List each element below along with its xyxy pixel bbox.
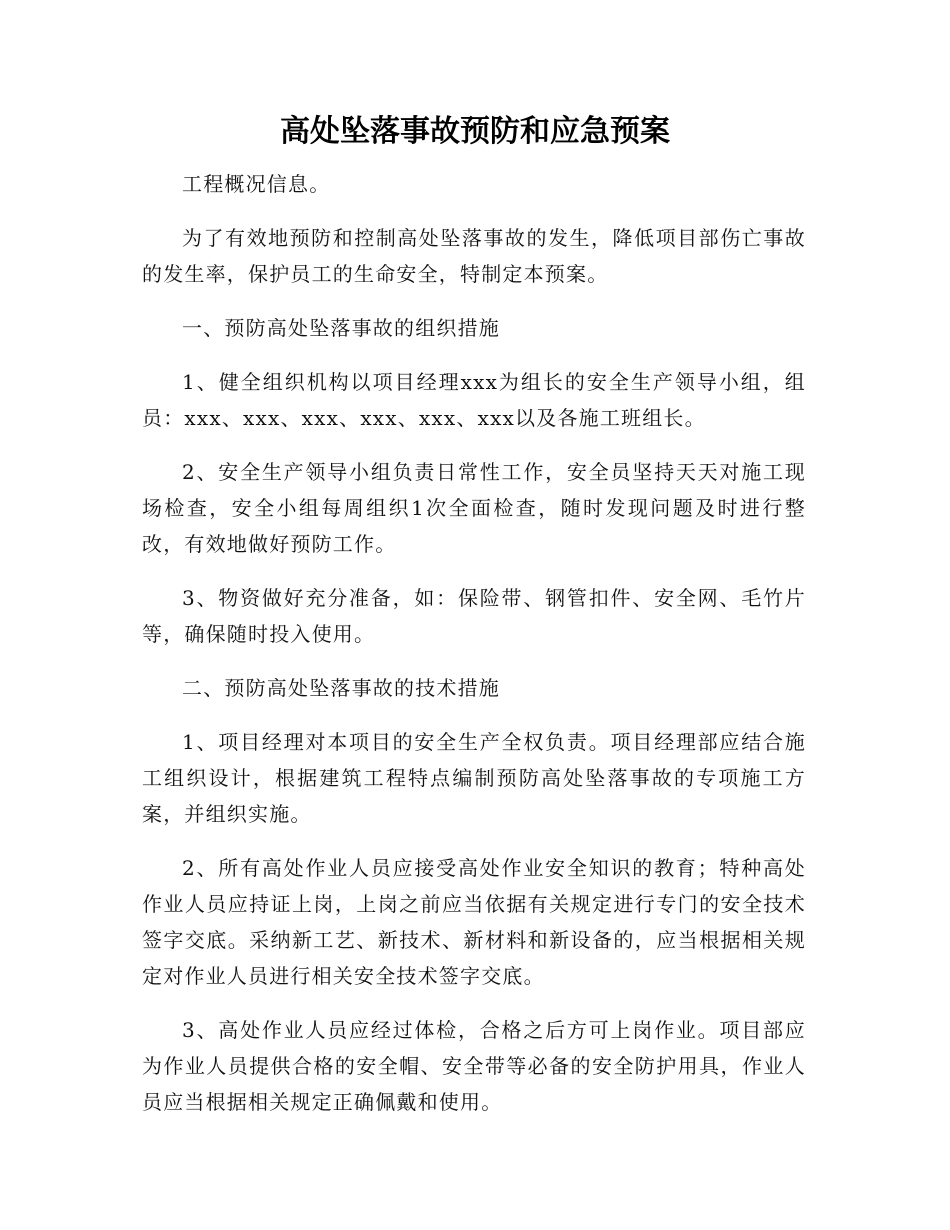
paragraph-org-measure-1: 1、健全组织机构以项目经理xxx为组长的安全生产领导小组，组员：xxx、xxx、xxx、xxx、xxx、xxx以及各施工班组长。 — [142, 370, 806, 430]
document-body — [142, 166, 806, 1138]
paragraph-tech-measure-2: 2、所有高处作业人员应接受高处作业安全知识的教育；特种高处作业人员应持证上岗，上岗之前应当依据有关规定进行专门的安全技术签字交底。采纳新工艺、新技术、新材料和新设备的，应当根据相关规定对作业人员进行相关安全技术签字交底。 — [142, 856, 806, 988]
document-title: 高处坠落事故预防和应急预案 — [280, 114, 670, 149]
section-heading-organizational-measures: 一、预防高处坠落事故的组织措施 — [182, 316, 500, 340]
paragraph-org-measure-2: 2、安全生产领导小组负责日常性工作，安全员坚持天天对施工现场检查，安全小组每周组织1次全面检查，随时发现问题及时进行整改，有效地做好预防工作。 — [142, 460, 806, 556]
paragraph-org-measure-3: 3、物资做好充分准备，如：保险带、钢管扣件、安全网、毛竹片等，确保随时投入使用。 — [142, 586, 806, 646]
paragraph-purpose: 为了有效地预防和控制高处坠落事故的发生，降低项目部伤亡事故的发生率，保护员工的生命安全，特制定本预案。 — [142, 226, 806, 286]
paragraph-project-overview: 工程概况信息。 — [182, 172, 331, 196]
paragraph-tech-measure-1: 1、项目经理对本项目的安全生产全权负责。项目经理部应结合施工组织设计，根据建筑工程特点编制预防高处坠落事故的专项施工方案，并组织实施。 — [142, 730, 806, 826]
section-heading-technical-measures: 二、预防高处坠落事故的技术措施 — [182, 676, 500, 700]
paragraph-tech-measure-3: 3、高处作业人员应经过体检，合格之后方可上岗作业。项目部应为作业人员提供合格的安全帽、安全带等必备的安全防护用具，作业人员应当根据相关规定正确佩戴和使用。 — [142, 1018, 806, 1114]
